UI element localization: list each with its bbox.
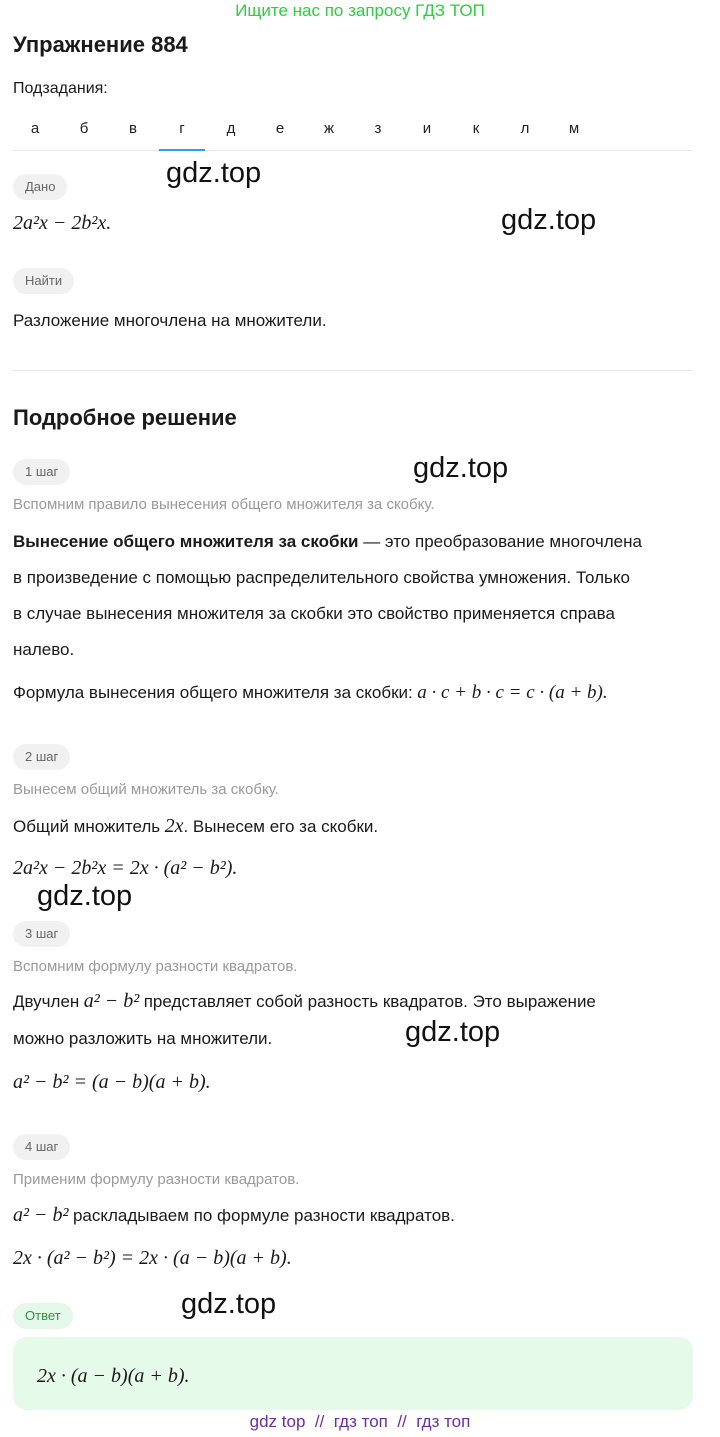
subtasks-label: Подзадания: — [13, 80, 108, 97]
watermark: gdz.top — [181, 1288, 277, 1320]
page-title: Упражнение 884 — [13, 32, 188, 57]
watermark: gdz.top — [405, 1016, 501, 1048]
step-2-text — [13, 815, 378, 838]
step-2-formula: 2a²x − 2b²x = 2x · (a² − b²). — [13, 857, 238, 879]
step-4-text: раскладываем по формуле разности квадратов. — [72, 1206, 455, 1225]
tab-v[interactable]: в — [129, 120, 137, 137]
formula-caption: Формула вынесения общего множителя за скобки: — [13, 683, 413, 702]
watermark: gdz.top — [501, 204, 597, 236]
step-2-text-before: Общий множитель — [13, 817, 161, 836]
tab-d[interactable]: д — [226, 120, 236, 137]
top-banner[interactable]: Ищите нас по запросу ГДЗ ТОП — [235, 1, 485, 20]
footer-links[interactable]: gdz top // гдз топ // гдз топ — [249, 1412, 471, 1431]
step-4-formula: 2x · (a² − b²) = 2x · (a − b)(a + b). — [13, 1247, 292, 1269]
tab-a[interactable]: а — [30, 120, 40, 137]
step-2-chip: 2 шаг — [13, 744, 70, 770]
section-divider — [13, 370, 693, 371]
step-3-inline-math: a² − b² — [83, 990, 140, 1012]
step-3-text-after: представляет собой разность квадратов. Это выражение — [143, 992, 596, 1011]
step-3-line-1 — [13, 990, 596, 1013]
step-1-definition-line-3: в случае вынесения множителя за скобки это свойство применяется справа — [13, 604, 615, 623]
tab-i[interactable]: и — [422, 120, 432, 137]
watermark: gdz.top — [166, 157, 262, 189]
step-4-hint: Применим формулу разности квадратов. — [13, 1171, 300, 1188]
tab-e[interactable]: е — [275, 120, 285, 137]
step-1-definition-line-2: в произведение с помощью распределительного свойства умножения. Только — [13, 568, 630, 587]
tab-m[interactable]: м — [568, 120, 580, 137]
step-3-line-2: можно разложить на множители. — [13, 1029, 273, 1048]
step-3-hint: Вспомним формулу разности квадратов. — [13, 958, 298, 975]
definition-term: Вынесение общего множителя за скобки — [13, 532, 359, 551]
step-1-definition-line-4: налево. — [13, 640, 75, 659]
subtask-tabs — [13, 114, 693, 151]
step-2-text-after: . Вынесем его за скобки. — [183, 817, 379, 836]
step-1-hint: Вспомним правило вынесения общего множителя за скобку. — [13, 496, 435, 513]
tab-k[interactable]: к — [472, 120, 480, 137]
step-3-chip: 3 шаг — [13, 921, 70, 947]
tab-b[interactable]: б — [79, 120, 89, 137]
solution-title: Подробное решение — [13, 405, 237, 430]
step-1-formula-line — [13, 682, 608, 704]
watermark: gdz.top — [413, 452, 509, 484]
given-expression: 2a²x − 2b²x. — [13, 212, 112, 234]
tab-zh[interactable]: ж — [323, 120, 335, 137]
step-1-definition-line-1 — [13, 532, 642, 552]
tab-l[interactable]: л — [520, 120, 530, 137]
tab-z[interactable]: з — [374, 120, 382, 137]
find-chip: Найти — [13, 268, 74, 294]
step-4-chip: 4 шаг — [13, 1134, 70, 1160]
step-4-inline-math: a² − b² — [13, 1204, 69, 1226]
given-chip: Дано — [13, 174, 67, 200]
step-4-line — [13, 1204, 455, 1227]
step-2-inline-math: 2x — [164, 815, 184, 837]
definition-text: — это преобразование многочлена — [358, 532, 642, 551]
watermark: gdz.top — [37, 880, 133, 912]
factor-formula: a · c + b · c = c · (a + b). — [417, 682, 608, 703]
step-3-formula: a² − b² = (a − b)(a + b). — [13, 1071, 211, 1093]
step-3-text-before: Двучлен — [13, 992, 80, 1011]
tab-g[interactable]: г — [160, 120, 204, 137]
step-2-hint: Вынесем общий множитель за скобку. — [13, 781, 279, 798]
step-1-chip: 1 шаг — [13, 459, 70, 485]
find-text: Разложение многочлена на множители. — [13, 311, 327, 330]
answer-box — [13, 1337, 693, 1410]
answer-expression: 2x · (a − b)(a + b). — [37, 1365, 190, 1387]
answer-chip: Ответ — [13, 1303, 73, 1329]
